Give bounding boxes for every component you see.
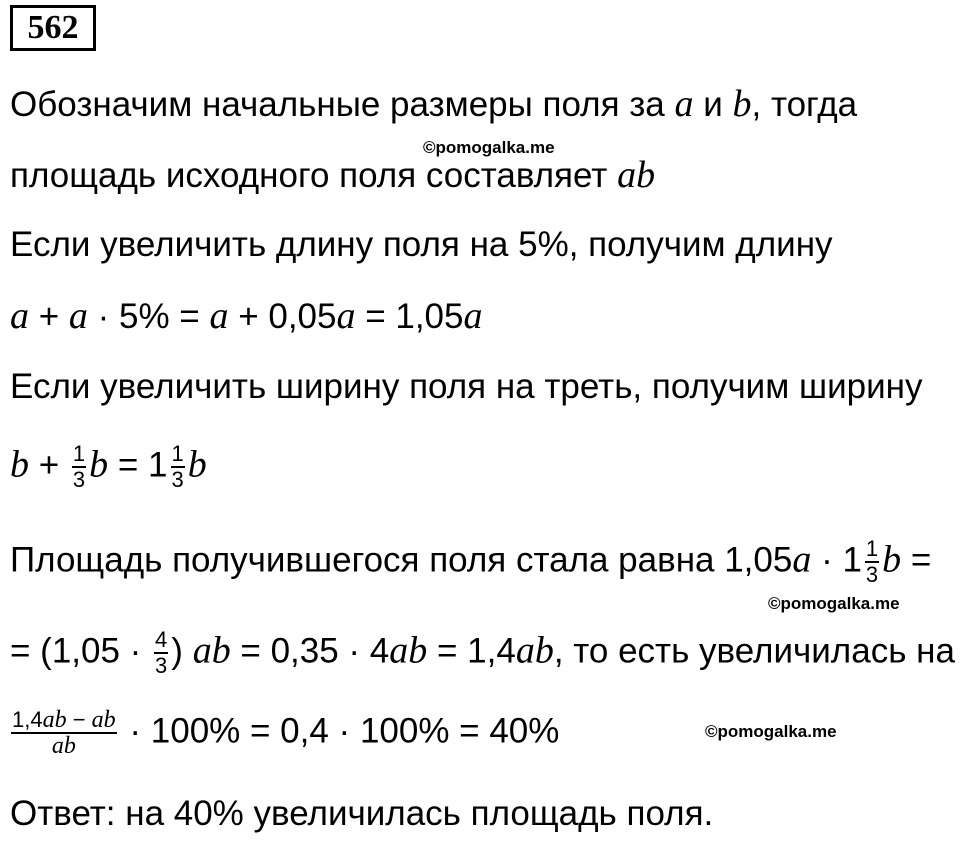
text-segment: площадь исходного поля составляет (10, 156, 618, 195)
denominator: 3 (72, 467, 86, 492)
denominator: ab (11, 732, 117, 758)
fraction (171, 442, 185, 492)
watermark: ©pomogalka.me (768, 594, 900, 613)
numerator: 1 (865, 536, 879, 561)
text-segment: Обозначим начальные размеры поля за (10, 85, 675, 124)
math-op: = 1,05 (355, 297, 464, 336)
intro-line (10, 84, 857, 125)
math-op: = (901, 540, 932, 580)
math-op: · 100% = 0,4 · 100% = 40% (119, 711, 560, 751)
expression-ab: ab (617, 154, 656, 196)
math-op: + 0,05 (228, 297, 337, 336)
length-intro-line: Если увеличить длину поля на 5%, получим длину (10, 225, 833, 264)
text-segment: , тогда (751, 85, 858, 124)
problem-number: 562 (10, 5, 96, 51)
fraction (154, 628, 168, 678)
var-b: b (10, 443, 29, 486)
answer-line: Ответ: на 40% увеличилась площадь поля. (10, 794, 714, 833)
area-line (10, 155, 655, 196)
width-formula (10, 442, 207, 492)
math-op: = (1,05 · (10, 631, 152, 671)
expression-ab: ab (389, 629, 428, 672)
fraction (865, 537, 879, 587)
math-op: + (29, 297, 69, 336)
fraction (72, 442, 86, 492)
var-a: a (68, 295, 88, 337)
width-intro-line: Если увеличить ширину поля на треть, получим ширину (10, 367, 923, 406)
math-op: = 1 (108, 445, 168, 485)
fraction (11, 708, 117, 758)
expression-ab: ab (192, 629, 231, 672)
numerator: 1 (72, 441, 86, 466)
var-a: a (209, 295, 229, 337)
length-formula (10, 296, 483, 337)
var-b: b (89, 443, 109, 486)
math-op: ) (171, 631, 193, 671)
variable-b: b (732, 83, 752, 125)
expression-ab: ab (515, 629, 554, 672)
calculation-line (10, 628, 955, 678)
watermark: ©pomogalka.me (423, 138, 555, 157)
math-op: · 5% = (87, 297, 210, 336)
numerator: 4 (155, 627, 168, 652)
watermark: ©pomogalka.me (705, 722, 837, 741)
math-op: = 0,35 · 4 (230, 631, 390, 671)
numerator: 1,4ab − ab (12, 707, 116, 733)
denominator: 3 (155, 653, 168, 678)
text-segment: , то есть увеличилась на (553, 631, 955, 671)
var-a: a (792, 538, 812, 581)
variable-a: a (674, 83, 694, 125)
denominator: 3 (865, 562, 879, 587)
numerator: 1 (171, 441, 184, 466)
math-op: · 1 (811, 540, 862, 580)
math-op: = 1,4 (427, 631, 516, 671)
var-a: a (336, 295, 356, 337)
text-segment: Площадь получившегося поля стала равна 1,05 (10, 540, 793, 580)
percent-line (8, 708, 559, 758)
var-a: a (463, 295, 483, 337)
var-b: b (187, 443, 207, 486)
text-segment: и (693, 85, 733, 124)
denominator: 3 (171, 467, 184, 492)
new-area-line (10, 537, 931, 587)
math-op: + (29, 445, 69, 485)
var-a: a (10, 295, 29, 337)
var-b: b (882, 538, 902, 581)
